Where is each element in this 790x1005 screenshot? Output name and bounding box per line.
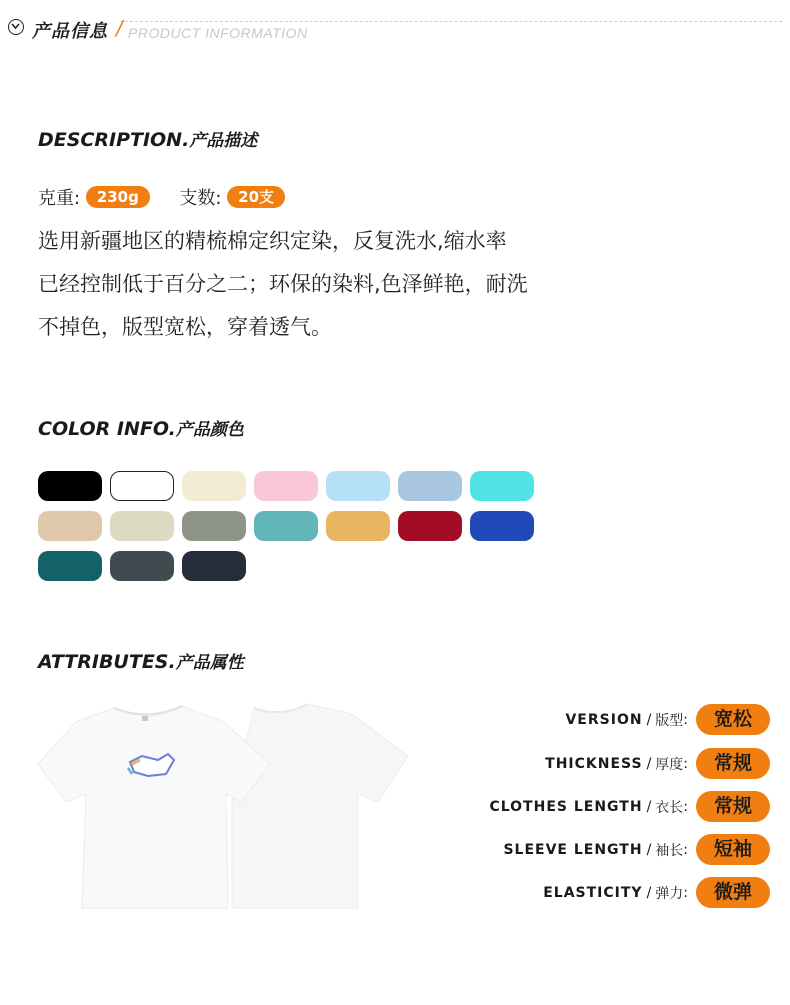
color-heading xyxy=(38,415,244,440)
color-swatch[interactable] xyxy=(110,471,174,501)
attributes-heading xyxy=(38,648,244,673)
color-swatch[interactable] xyxy=(182,551,246,581)
attribute-row xyxy=(489,791,770,822)
description-line: 已经控制低于百分之二；环保的染料,色泽鲜艳，耐洗 xyxy=(38,272,528,296)
description-text xyxy=(38,220,638,349)
attribute-row xyxy=(503,834,770,865)
attributes-heading-en: ATTRIBUTES. xyxy=(38,651,176,673)
product-image-tshirts xyxy=(36,690,416,919)
attribute-name-en: CLOTHES LENGTH xyxy=(489,798,643,815)
attribute-colon: : xyxy=(683,711,688,728)
color-heading-en: COLOR INFO. xyxy=(38,418,176,440)
attribute-row xyxy=(545,748,770,779)
attribute-separator: / xyxy=(646,884,652,901)
attribute-name-cn: 版型 xyxy=(655,712,684,729)
header-title-cn: 产品信息 xyxy=(32,21,108,42)
color-swatch[interactable] xyxy=(326,511,390,541)
attribute-name-cn: 弹力 xyxy=(655,885,684,902)
attribute-separator: / xyxy=(646,711,652,728)
attribute-name-cn: 厚度 xyxy=(655,756,684,773)
weight-badge: 230g xyxy=(86,186,150,208)
attribute-name-en: SLEEVE LENGTH xyxy=(503,841,643,858)
color-swatch[interactable] xyxy=(470,511,534,541)
attribute-separator: / xyxy=(646,798,652,815)
attribute-name-en: VERSION xyxy=(565,711,643,728)
attribute-colon: : xyxy=(683,798,688,815)
attribute-value-badge: 微弹 xyxy=(696,877,770,908)
attribute-name-cn: 衣长 xyxy=(655,799,684,816)
color-swatch[interactable] xyxy=(398,471,462,501)
weight-label: 克重: xyxy=(38,188,81,209)
color-swatch[interactable] xyxy=(110,511,174,541)
color-swatch[interactable] xyxy=(326,471,390,501)
header-slash: / xyxy=(116,16,123,40)
attribute-colon: : xyxy=(683,755,688,772)
attribute-name-en: ELASTICITY xyxy=(543,884,643,901)
color-swatch[interactable] xyxy=(38,511,102,541)
attribute-value-badge: 短袖 xyxy=(696,834,770,865)
color-heading-cn: 产品颜色 xyxy=(175,420,244,440)
count-badge: 20支 xyxy=(227,186,285,208)
description-line: 不掉色，版型宽松，穿着透气。 xyxy=(38,315,332,339)
color-swatch[interactable] xyxy=(38,471,102,501)
color-swatch[interactable] xyxy=(110,551,174,581)
color-swatch[interactable] xyxy=(38,551,102,581)
attribute-colon: : xyxy=(683,841,688,858)
description-heading xyxy=(38,126,257,151)
header-divider xyxy=(120,21,782,22)
description-heading-cn: 产品描述 xyxy=(189,131,258,151)
header-title-en: PRODUCT INFORMATION xyxy=(128,25,308,41)
count-label: 支数: xyxy=(179,188,222,209)
attribute-value-badge: 宽松 xyxy=(696,704,770,735)
color-swatch[interactable] xyxy=(254,471,318,501)
attribute-separator: / xyxy=(646,841,652,858)
color-swatch[interactable] xyxy=(182,511,246,541)
attribute-value-badge: 常规 xyxy=(696,748,770,779)
color-swatch[interactable] xyxy=(398,511,462,541)
color-swatch[interactable] xyxy=(254,511,318,541)
attribute-name-en: THICKNESS xyxy=(545,755,643,772)
attribute-name-cn: 袖长 xyxy=(655,842,684,859)
description-heading-en: DESCRIPTION. xyxy=(38,129,190,151)
color-swatch[interactable] xyxy=(470,471,534,501)
chevron-down-circle-icon xyxy=(8,19,24,35)
description-line: 选用新疆地区的精梳棉定织定染，反复洗水,缩水率 xyxy=(38,229,507,253)
attribute-value-badge: 常规 xyxy=(696,791,770,822)
section-header xyxy=(0,0,790,50)
color-swatch[interactable] xyxy=(182,471,246,501)
spec-line xyxy=(38,184,285,210)
attribute-separator: / xyxy=(646,755,652,772)
attributes-heading-cn: 产品属性 xyxy=(175,653,244,673)
attribute-row xyxy=(543,877,770,908)
attribute-row xyxy=(565,704,770,735)
attribute-colon: : xyxy=(683,884,688,901)
